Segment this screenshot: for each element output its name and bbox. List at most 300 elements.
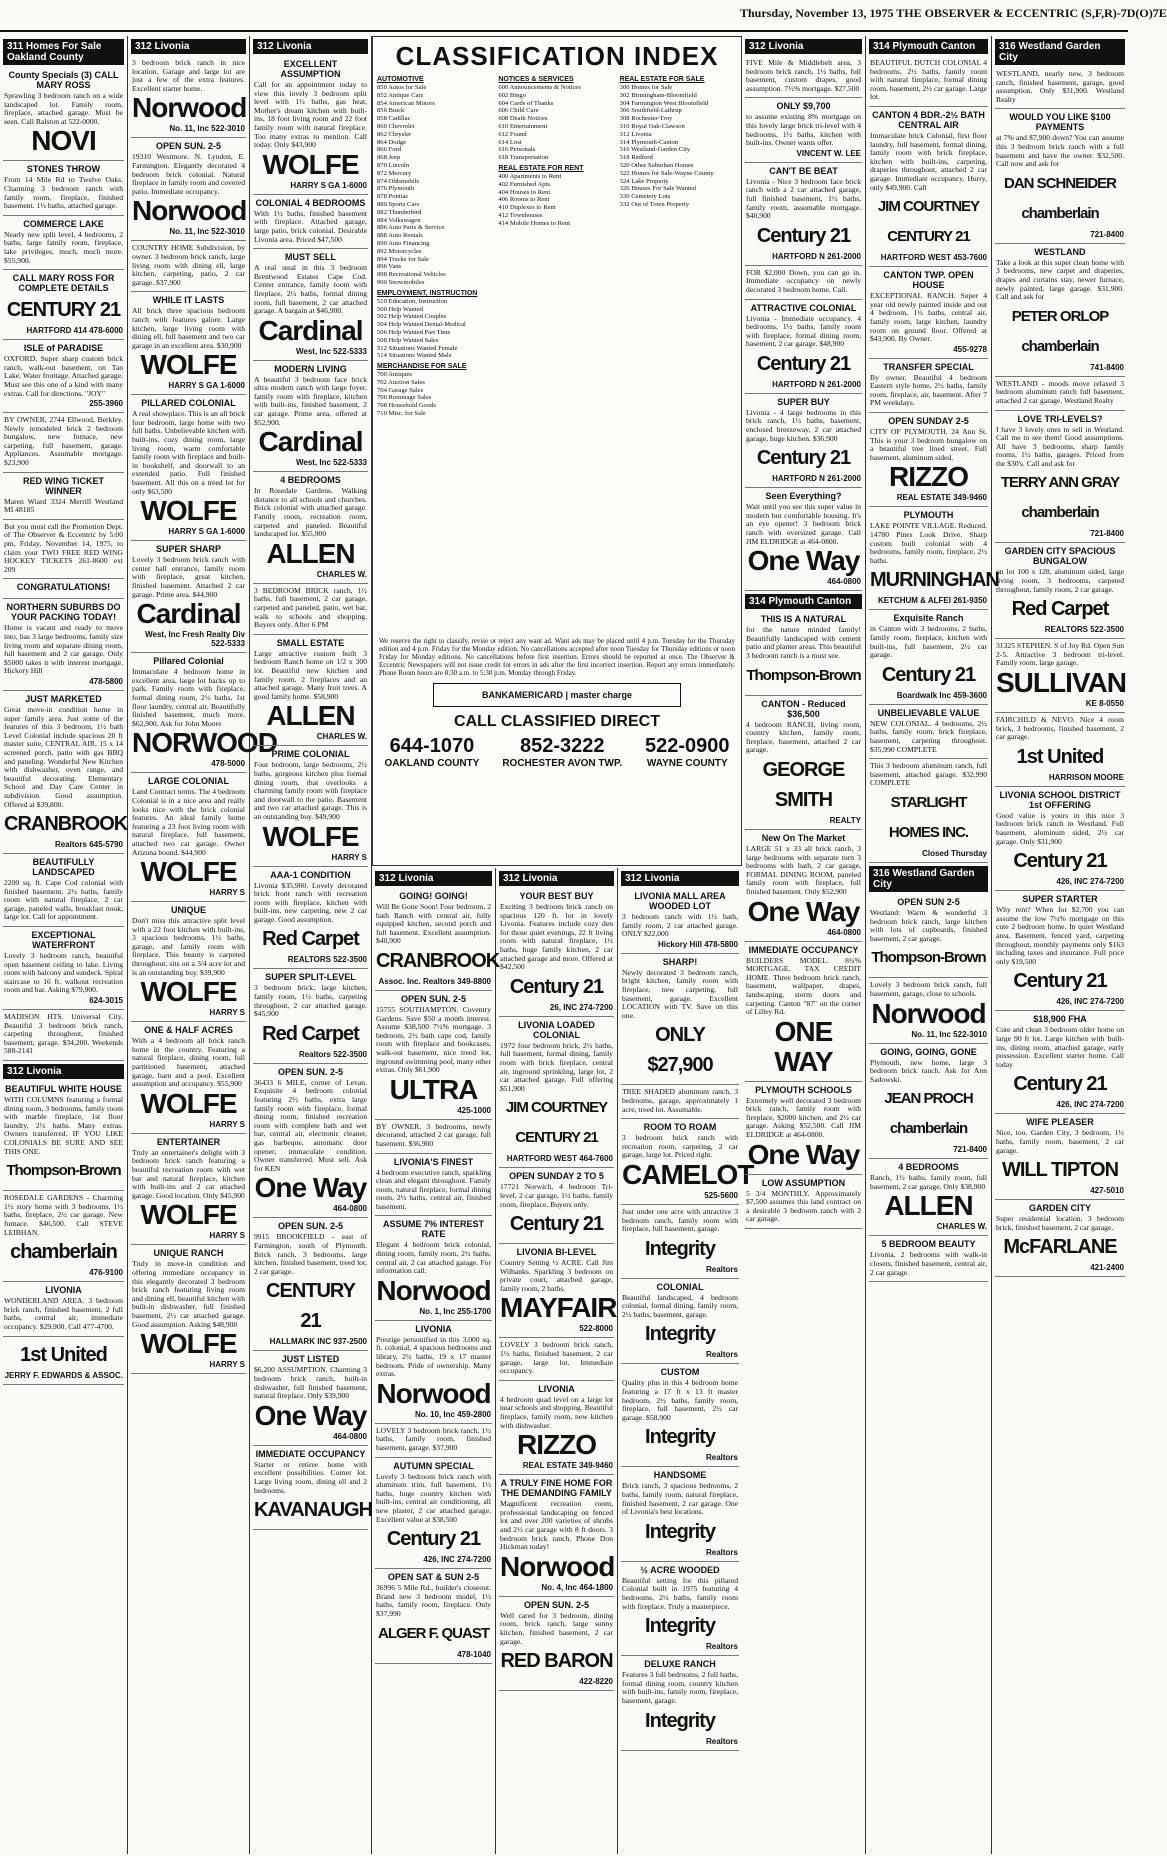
classified-ad bbox=[375, 888, 500, 991]
ad-phone: HARRY S bbox=[209, 1008, 245, 1018]
index-item: 604 Cards of Thanks bbox=[498, 99, 554, 107]
index-item: 332 Out of Town Property bbox=[619, 200, 690, 208]
classified-ad bbox=[253, 635, 368, 747]
ad-body: Don't miss this attractive split level with a 22 foot kitchen with built-ins, 3 spacious bedrooms, 1½ baths, garage, and family room with fireplace. This beauty is carpeted throughout, sits on a 3/4 acre lot and is an outstanding buy. $39,900 bbox=[132, 916, 245, 977]
realtor-logo: WILL TIPTON bbox=[1001, 1159, 1119, 1182]
index-item: 514 Situations Wanted Male bbox=[377, 352, 452, 360]
realtor-logo: RIZZO bbox=[889, 461, 968, 493]
realtor-logo: JIM COURTNEY CENTURY 21 bbox=[505, 1099, 608, 1147]
ad-headline: UNBELIEVABLE VALUE bbox=[877, 707, 980, 718]
classified-ad bbox=[3, 67, 124, 161]
ad-headline: SHARP! bbox=[662, 956, 698, 967]
top-rule bbox=[0, 30, 1128, 32]
ad-body: Nice, too. Garden City, 3 bedroom, 1½ baths, family room, basement, 2 car garage. bbox=[996, 1128, 1124, 1155]
index-item: 500 Help Wanted bbox=[377, 305, 423, 313]
classified-ad bbox=[253, 195, 368, 249]
realtor-logo: TERRY ANN GRAY chamberlain bbox=[1000, 474, 1120, 522]
classified-ad bbox=[253, 1351, 368, 1445]
realtor-logo: Integrity bbox=[645, 1426, 715, 1449]
realtor-logo: 1st United bbox=[20, 1343, 107, 1366]
index-item: 702 Auction Sales bbox=[377, 378, 425, 386]
ad-body: 4 bedroom quad level on a large lot near schools and shopping. Beautiful fireplace, family room, new kitchen with dishwasher. bbox=[500, 1394, 613, 1430]
index-item: 852 Antique Cars bbox=[377, 91, 424, 99]
classified-ad bbox=[3, 1081, 124, 1191]
ad-headline: GOING, GOING, GONE bbox=[880, 1046, 977, 1057]
index-item: 886 Auto Parts & Service bbox=[377, 224, 445, 232]
ad-phone: REAL ESTATE 349-9460 bbox=[522, 1461, 613, 1471]
realtor-logo: ONLY $27,900 bbox=[647, 1024, 713, 1077]
call-direct-heading: CALL CLASSIFIED DIRECT bbox=[454, 713, 660, 730]
ad-body: 15755 SOUTHAMPTON. Coventry Gardens. Save $50 a month interest. Assume $38,500 7½% mortgage. 3 bedroom, 2½ bath cape cod, family room with fireplace and bookcases, walk-out basement, nice treed lot, inground swimming pool, many other extras. Only $61,900 bbox=[376, 1004, 491, 1075]
classified-ad bbox=[253, 361, 368, 473]
ad-body: Immaculate brick Colonial, first floor laundry, full basement, formal dining, family room with brick fireplace, kitchen with built-ins, carpeting, draperies throughout, attached 2 car garage. Immediate occupancy. Hurry, only $49,900. Call bbox=[870, 130, 987, 192]
ad-body: Great move-in condition home in super family area. Just some of the features of this 3 bedroom, 1½ bath Level Colonial include spacious 20 ft master suite, CENTRAL AIR, 15 x 14 screened porch, patio with gas BBQ and paneling. Wonderful New Kitchen with dishwasher, oven range, and beautiful decorating. Elementary School and Day Care Center in subdivision. Good assumption. Offered at $39,800. bbox=[4, 704, 123, 809]
column-livonia-1 bbox=[128, 36, 277, 1854]
index-item: 890 Auto Financing bbox=[377, 239, 430, 247]
ad-headline: TRANSFER SPECIAL bbox=[883, 361, 974, 372]
ad-body: Ranch, 1½ baths, family room, full basement, 2 car garage. Only $38,900 bbox=[870, 1173, 987, 1191]
ad-body: Livonia, 2 bedrooms with walk-in closets, finished basement, central air, 2 car garage. bbox=[870, 1250, 987, 1277]
classified-ad bbox=[3, 1010, 124, 1061]
ad-headline: NORTHERN SUBURBS DO YOUR PACKING TODAY! bbox=[6, 602, 121, 623]
ad-headline: 4 BEDROOMS bbox=[898, 1162, 959, 1173]
ad-phone: HARRY S bbox=[209, 1360, 245, 1370]
classified-ad bbox=[375, 1569, 492, 1663]
classified-ad bbox=[3, 520, 124, 580]
ad-body: Four bedroom, large bedrooms, 2½ baths, gorgeous kitchen plus formal dining room, that overlooks a charming family room with fireplace and doorwall to the patio. Basement and two car attached garage. This is an outstanding buy. $49,900 bbox=[254, 760, 367, 821]
ad-body: Cute and clean 3 bedroom older home on large 90 ft lot. Large kitchen with built-ins, dining room, attached garage, early possession. Excellent starter home. Call today bbox=[996, 1025, 1124, 1069]
ad-body: MADISON HTS. Universal City. Beautiful 3 bedroom brick ranch, carpeting throughout, finished basement, garage. $34,200. Weekends 588-2141 bbox=[4, 1012, 123, 1056]
classified-ad bbox=[869, 610, 988, 704]
classified-ad bbox=[131, 241, 246, 292]
ad-body: By owner. Beautiful 4 bedroom Eastern style home, 2½ baths, family room, fireplace, air, basement. After 7 PM weekdays. bbox=[870, 372, 987, 408]
ad-headline: BEAUTIFUL WHITE HOUSE bbox=[5, 1084, 122, 1094]
ad-body: This 3 bedroom aluminum ranch, full basement, attached garage. $32,990 COMPLETE bbox=[870, 761, 987, 788]
ad-headline: A TRULY FINE HOME FOR THE DEMANDING FAMILY bbox=[500, 1478, 613, 1499]
realtor-logo: PETER ORLOP chamberlain bbox=[1011, 307, 1109, 355]
classified-ad bbox=[375, 1216, 492, 1320]
ad-phone: 255-3960 bbox=[89, 399, 123, 409]
ad-headline: IMMEDIATE OCCUPANCY bbox=[748, 944, 859, 955]
ad-headline: ISLE of PARADISE bbox=[23, 343, 104, 354]
ad-headline: WOULD YOU LIKE $100 PAYMENTS bbox=[1009, 112, 1111, 133]
index-columns bbox=[373, 71, 741, 635]
phone-number: 644-1070 bbox=[389, 735, 475, 757]
classified-ad bbox=[745, 696, 862, 830]
ad-phone: HARRY S GA 1-6000 bbox=[168, 527, 245, 537]
ad-headline: Pillared Colonial bbox=[153, 656, 224, 667]
ad-headline: BEAUTIFULLY LANDSCAPED bbox=[32, 857, 95, 878]
ad-phone: 721-8400 bbox=[1090, 229, 1124, 239]
ad-body: 3 BEDROOM BRICK ranch, 1½ baths, full basement, 2 car garage, carpeted and paneled, patio, wet bar, walk to schools and shopping. Buyers only. After 6 PM bbox=[254, 585, 367, 630]
index-item: 612 Found bbox=[498, 130, 527, 138]
index-item: 330 Cemetery Lots bbox=[619, 193, 671, 201]
ad-body: Beautiful landscaped, 4 bedroom colonial, formal dining, family room, 2½ baths, basement, garage. bbox=[622, 1292, 738, 1319]
ad-body: BEAUTIFUL DUTCH COLONIAL 4 bedrooms, 2½ baths, family room with natural fireplace, formal dining room, basement, 2½ car garage. Large lot. bbox=[870, 58, 987, 102]
ad-body: 19310 Westmore. N. Lyndon, E. Farmington. Elegantly decorated 4 bedroom brick colonial. Natural fireplace in family room and covered patio. Immediate occupancy. bbox=[132, 152, 245, 196]
ad-phone: REAL ESTATE 349-9460 bbox=[896, 493, 987, 503]
ad-headline: ATTRACTIVE COLONIAL bbox=[750, 302, 857, 313]
phone-block bbox=[645, 735, 730, 769]
classification-index bbox=[372, 36, 742, 866]
classified-ad bbox=[3, 340, 124, 413]
ad-body: for the nature minded family! Beautifully landscaped with cement patio and planter areas. This beautiful 3 bedroom ranch is a must see. bbox=[746, 625, 861, 660]
ad-phone: HARRISON MOORE bbox=[1048, 772, 1124, 782]
classified-ad bbox=[869, 759, 988, 863]
ad-phone: CHARLES W. bbox=[316, 732, 367, 742]
classified-ad bbox=[253, 56, 368, 195]
realtor-logo: CRANBROOK bbox=[4, 813, 128, 836]
index-group-title: REAL ESTATE FOR SALE bbox=[619, 76, 705, 83]
classified-ad bbox=[995, 543, 1125, 639]
index-policy-note: We reserve the right to classify, revise or reject any want ad. Want ads may be placed until 4 p.m. Tuesday for the Thursday edition and 4 p.m. Friday for the Monday edition. No cancellations accepted after noon Tuesday for Thursday editions or noon Friday for Monday editions. No cancellations before first insertion. Errors should be reported at once. The Observer & Eccentric Newspapers will not issue credit for errors in ads after the first incorrect insertion. Report any errors immediately. Phone Room hours are 8:30 a.m. to 5:30 p.m. Monday through Friday. bbox=[379, 637, 735, 677]
ad-body: From 14 Mile Rd to Twelve Oaks. Charming 3 bedroom ranch with family room, fireplace, finished basement. 1½ baths, attached garage. bbox=[4, 175, 123, 211]
ad-body: 3 bedroom brick ranch in nice location. Garage and large lot are just a few of the extra features. Excellent starter home. bbox=[132, 58, 245, 93]
column-westland bbox=[992, 36, 1128, 1854]
ad-headline: OPEN SUN. 2-5 bbox=[155, 141, 222, 152]
index-item: 608 Death Notices bbox=[498, 115, 548, 123]
index-item: 850 Autos for Sale bbox=[377, 84, 427, 91]
index-item: 322 Homes for Sale-Wayne County bbox=[619, 169, 714, 177]
section-header: 316 Westland Garden City bbox=[995, 39, 1125, 65]
index-item: 618 Transportation bbox=[498, 154, 549, 162]
ad-body: COUNTRY HOME Subdivision, by owner. 3 bedroom brick ranch, large living room with dining ell, large kitchen, carpeting, patio, 2 car garage. $37,900 bbox=[132, 243, 245, 287]
index-item: 700 Antiques bbox=[377, 371, 412, 379]
realtor-logo: CENTURY 21 bbox=[6, 299, 121, 322]
ad-phone: 425-1000 bbox=[457, 1105, 491, 1115]
ad-phone: No. 11, Inc 522-3010 bbox=[911, 1029, 987, 1039]
ad-phone: CHARLES W. bbox=[936, 1222, 987, 1232]
index-item: 300 Homes for Sale bbox=[619, 84, 673, 91]
ad-body: Immaculate 4 bedroom home in excellent area, large lot backs up to park. Family room with fireplace, formal dining room, 2½ baths, 1st floor laundry, central air. Beautifully finished basement, much more. $62,900. Ask for John Moore bbox=[132, 667, 245, 728]
phone-numbers bbox=[373, 735, 741, 769]
classified-ad bbox=[375, 1120, 492, 1154]
realtor-logo: Red Carpet bbox=[262, 1022, 359, 1045]
classified-ad bbox=[995, 1011, 1125, 1114]
index-item: 878 Pontiac bbox=[377, 193, 409, 201]
ad-phone: 464-0800 bbox=[333, 1431, 367, 1441]
ad-headline: ONE & HALF ACRES bbox=[144, 1025, 233, 1036]
classified-ad bbox=[995, 244, 1125, 377]
realtor-logo: Norwood bbox=[132, 195, 247, 227]
index-item: 406 Rooms to Rent bbox=[498, 196, 550, 204]
classified-ad bbox=[499, 1017, 614, 1169]
column-lower-2 bbox=[496, 868, 618, 1854]
classified-ad bbox=[131, 1245, 246, 1374]
classified-ad bbox=[131, 902, 246, 1022]
realtor-logo: chamberlain bbox=[10, 1241, 117, 1264]
classified-ad bbox=[745, 266, 862, 300]
classified-ad bbox=[253, 1218, 368, 1351]
ad-body: Just under one acre with attractive 3 bedroom ranch, family room with fireplace, full basement, garage. bbox=[622, 1206, 738, 1234]
ad-headline: ASSUME 7% INTEREST RATE bbox=[382, 1219, 485, 1240]
ad-headline: RED WING TICKET WINNER bbox=[23, 475, 104, 496]
classified-ad bbox=[869, 1044, 988, 1160]
classified-ad bbox=[131, 395, 246, 541]
index-item: 856 Buick bbox=[377, 107, 405, 115]
credit-cards: BANKAMERICARD | master charge bbox=[433, 683, 681, 707]
classified-ad bbox=[375, 1321, 492, 1424]
realtor-logo: Norwood bbox=[132, 92, 247, 124]
ad-phone: Hickory Hill 478-5800 bbox=[657, 939, 738, 949]
ad-headline: LIVONIA LOADED COLONIAL bbox=[518, 1019, 595, 1040]
classified-ad bbox=[253, 746, 368, 866]
realtor-logo: ALGER F. QUAST bbox=[377, 1624, 489, 1642]
ad-phone: CHARLES W. bbox=[316, 569, 367, 579]
ad-body: on lot 100 x 128, aluminum sided, large living room, 3 bedrooms, carpeted throughout, family room, 2 car garage. bbox=[996, 567, 1124, 594]
index-title: CLASSIFICATION INDEX bbox=[395, 41, 719, 71]
classified-ad bbox=[869, 359, 988, 413]
ad-phone: No. 11, Inc 522-3010 bbox=[169, 227, 245, 237]
ad-headline: CANTON 4 BDR.-2½ BATH CENTRAL AIR bbox=[872, 109, 985, 130]
index-group-title: EMPLOYMENT, INSTRUCTION bbox=[377, 289, 478, 297]
classified-ad bbox=[869, 978, 988, 1043]
index-item: 888 Auto Rentals bbox=[377, 232, 423, 240]
ad-body: A beautiful 3 bedroom face brick ultra modern ranch with large foyer, family room with fireplace, kitchen with built-ins, finished basement, 2 car garage. Prime area, offered at $52,900. bbox=[254, 374, 367, 427]
ad-phone: Realtors bbox=[705, 1264, 738, 1274]
ad-body: WESTLAND, nearly new, 3 bedroom ranch, finished basement, garage, good assumption. Only $31,900. Westland Realty bbox=[996, 69, 1124, 104]
realtor-logo: One Way bbox=[747, 895, 860, 927]
ad-body: LAKE POINTE VILLAGE. Reduced. 14780 Pines Look Drive. Sharp custom built colonial with 4 bedrooms, family room, fireplace, 2½ baths. bbox=[870, 521, 987, 565]
realtor-logo: WOLFE bbox=[140, 349, 237, 381]
realtor-logo: Century 21 bbox=[756, 447, 851, 470]
classified-ad bbox=[3, 927, 124, 1010]
classified-ad bbox=[745, 830, 862, 942]
realtor-logo: Integrity bbox=[645, 1323, 715, 1346]
phone-number: 852-3222 bbox=[519, 735, 605, 757]
ad-headline: New On The Market bbox=[761, 832, 846, 843]
ad-phone: No. 4, Inc 464-1800 bbox=[541, 1582, 613, 1592]
index-item: 308 Rochester-Troy bbox=[619, 115, 673, 123]
ad-body: In Rosedale Gardens. Walking distance to all schools and churches. Brick colonial with attached garage. Family room, recreation room, carpeted and paneled. Beautiful landscaped lot. $55,900 bbox=[254, 486, 367, 539]
ad-body: at 7% and $7,900 down? You can assume this 3 bedroom brick ranch with a full basement and have the owner. $32,500. Call now and ask for bbox=[996, 133, 1124, 169]
realtor-logo: Integrity bbox=[645, 1237, 715, 1260]
center-block bbox=[372, 36, 754, 1854]
index-group-title: AUTOMOTIVE bbox=[377, 76, 424, 83]
index-item: 320 Other Suburban Homes bbox=[619, 161, 694, 169]
ad-headline: OPEN SUN. 2-5 bbox=[523, 1599, 590, 1610]
realtor-logo: Norwood bbox=[871, 997, 986, 1029]
ad-body: Land Contract terms. The 4 bedroom Colonial is in a nice area and really looks nice with the brick colonial features. An ideal family home featuring a 23 foot living room with natural fireplace, full basement, attached two car garage. Owner Arizona bound. $44,900 bbox=[132, 787, 245, 857]
ad-phone: 464-0800 bbox=[827, 927, 861, 937]
ad-phone: 426, INC 274-7200 bbox=[423, 1555, 491, 1565]
ad-phone: 427-5010 bbox=[1090, 1186, 1124, 1196]
index-item: 302 Birmingham-Bloomfield bbox=[619, 91, 697, 99]
classified-ad bbox=[131, 1022, 246, 1134]
index-item: 504 Help Wanted Dental-Medical bbox=[377, 321, 466, 329]
realtor-logo: One Way bbox=[747, 1138, 860, 1170]
realtor-logo: WOLFE bbox=[140, 976, 237, 1008]
ad-headline: OPEN SUN. 2-5 bbox=[277, 1221, 344, 1232]
realtor-logo: Century 21 bbox=[386, 1528, 481, 1551]
ad-body: I have 3 lovely ones to sell in Westland. Call me to see them! Good assumptions. All have 3 bedrooms, sharp family rooms, 1½ baths, garages. Priced from the $30's. Call and ask for bbox=[996, 424, 1124, 468]
ad-phone: 476-9100 bbox=[89, 1268, 123, 1278]
section-header: 312 Livonia bbox=[3, 1064, 124, 1079]
phone-block bbox=[384, 735, 479, 769]
classified-ad bbox=[375, 1154, 492, 1217]
ad-phone: 422-8220 bbox=[579, 1677, 613, 1687]
classified-ad bbox=[745, 163, 862, 266]
realtor-logo: WOLFE bbox=[140, 495, 237, 527]
classified-ad bbox=[621, 888, 739, 954]
ad-headline: SUPER SPLIT-LEVEL bbox=[265, 972, 356, 983]
ad-headline: CANTON TWP. OPEN HOUSE bbox=[883, 270, 974, 291]
ad-headline: THIS IS A NATURAL bbox=[760, 614, 847, 625]
classified-ad bbox=[3, 216, 124, 270]
ad-headline: LOW ASSUMPTION bbox=[761, 1177, 846, 1188]
ad-phone: 741-8400 bbox=[1090, 362, 1124, 372]
index-item: 898 Recreational Vehicles bbox=[377, 271, 446, 279]
index-item: 412 Townhouses bbox=[498, 211, 543, 219]
index-item: 868 Jeep bbox=[377, 154, 401, 162]
classified-ad bbox=[745, 1082, 862, 1175]
ad-body: Sprawling 3 bedroom ranch on a wide landscaped lot. Family room, fireplace, attached garage. Must be seen. Call Ralston at 522-0000. bbox=[4, 91, 123, 126]
ad-body: 9915 BROOKFIELD - east of Farmington, south of Plymouth. Brick ranch, 3 bedrooms, large kitchen, finished basement, treed lot, 2 car garage. bbox=[254, 1232, 367, 1276]
ad-body: Quality plus in this 4 bedroom home featuring a 17 ft x 13 ft master bedroom, 2½ baths, family room, fireplace, full basement, 2½ car garage. $58,900 bbox=[622, 1378, 738, 1422]
ad-body: Extremely well decorated 3 bedroom brick ranch, family room with fireplace, $2000 kitchen, and 2½ car garage. Asking $52,500. Call JIM ELDRIDGE at 464-0800. bbox=[746, 1095, 861, 1140]
ad-phone: 26, INC 274-7200 bbox=[549, 1002, 613, 1012]
ad-headline: CAN'T BE BEAT bbox=[769, 165, 838, 176]
index-item: 880 Sports Cars bbox=[377, 200, 420, 208]
realtor-logo: WOLFE bbox=[262, 148, 359, 180]
ad-headline: CONGRATULATIONS! bbox=[16, 582, 111, 593]
realtor-logo: GEORGE SMITH bbox=[762, 758, 845, 811]
classified-ad bbox=[375, 1424, 492, 1458]
column-lower-3 bbox=[618, 868, 754, 1854]
index-item: 600 Announcements & Notices bbox=[498, 84, 581, 91]
ad-body: 36996 5 Mile Rd., builder's closeout. Brand new 3 bedroom model, 1½ baths, family room, fireplace. Only $37,990 bbox=[376, 1583, 491, 1618]
ad-phone: KE 8-0550 bbox=[1085, 699, 1124, 709]
ad-headline: EXCEPTIONAL WATERFRONT bbox=[31, 930, 96, 951]
ad-headline: WIFE PLEASER bbox=[1026, 1117, 1094, 1128]
classified-ad bbox=[621, 1279, 739, 1365]
classified-ad bbox=[253, 1446, 373, 1530]
index-item: 510 Education, Instruction bbox=[377, 297, 448, 305]
ad-headline: PRIME COLONIAL bbox=[271, 749, 350, 760]
ad-body: Elegant 4 bedroom brick colonial, dining room, family room, 2½ baths, central air, 2 car attached garage. For information call. bbox=[376, 1240, 491, 1276]
ad-headline: LIVONIA'S FINEST bbox=[393, 1156, 474, 1167]
ad-body: A real steal in this 3 bedroom Brentwood Estates Cape Cod. Center entrance, family room with fireplace, 2½ baths, formal dining room, full basement, 2 car attached garage. A bargain at $46,900. bbox=[254, 263, 367, 316]
classified-ad bbox=[253, 249, 368, 361]
index-item: 414 Mobile Homes to Rent bbox=[498, 219, 571, 227]
index-item: 512 Situations Wanted Female bbox=[377, 344, 458, 352]
classified-ad bbox=[995, 713, 1125, 787]
index-column bbox=[620, 73, 737, 633]
realtor-logo: CRANBROOK bbox=[376, 949, 500, 972]
realtor-logo: Norwood bbox=[500, 1550, 615, 1582]
ad-phone: REALTORS 522-3500 bbox=[287, 955, 367, 965]
classified-ad bbox=[131, 138, 246, 241]
index-item: 892 Motorcycles bbox=[377, 247, 422, 255]
ad-body: $6,200 ASSUMPTION. Charming 3 bedroom brick ranch, built-in dishwasher, full finished basement, natural fireplace. Only $39,900 bbox=[254, 1365, 367, 1401]
ad-headline: OPEN SUN. 2-5 bbox=[400, 993, 467, 1004]
realtor-logo: CAMELOT bbox=[622, 1158, 754, 1190]
ad-phone: 721-8400 bbox=[1090, 529, 1124, 539]
realtor-logo: Century 21 bbox=[756, 352, 851, 375]
realtor-logo: WOLFE bbox=[140, 1087, 237, 1119]
ad-body: 3 bedroom ranch with 1½ bath, family room, 2 car attached garage. ONLY $22,000 bbox=[622, 912, 738, 939]
ad-phone: HARRY S bbox=[209, 1119, 245, 1129]
index-column bbox=[498, 73, 615, 633]
ad-body: OXFORD. Super sharp custom brick ranch, walk-out basement, on Tan Lake. Water frontage. Attached garage. Must see this one of a kind with many extras. Call for directions. "JOY" bbox=[4, 354, 123, 398]
classified-ad bbox=[869, 1236, 988, 1282]
ad-phone: No. 11, Inc 522-3010 bbox=[169, 124, 245, 134]
ad-phone: HARRY S GA 1-6000 bbox=[290, 180, 367, 190]
classified-ad bbox=[499, 1475, 614, 1597]
section-header: 312 Livonia bbox=[499, 871, 614, 886]
ad-phone: Realtors bbox=[705, 1736, 738, 1746]
classified-ad bbox=[869, 507, 999, 610]
ad-body: Lovely 3 bedroom brick ranch with center hall entrance, family room with fireplace, great kitchen, finished basement. Attached 2 car garage. Prime area. $44,900 bbox=[132, 555, 245, 599]
realtor-logo: Cardinal bbox=[136, 598, 241, 630]
realtor-logo: One Way bbox=[747, 545, 860, 577]
ad-phone: 478-5800 bbox=[89, 676, 123, 686]
ad-phone: HARTFORD WEST 453-7600 bbox=[880, 253, 987, 263]
column-livonia-2 bbox=[250, 36, 372, 1854]
ad-headline: AUTUMN SPECIAL bbox=[393, 1460, 474, 1471]
realtor-logo: WOLFE bbox=[140, 856, 237, 888]
realtor-logo: ALLEN bbox=[266, 537, 355, 569]
ad-body: 1972 four bedroom brick, 2½ baths, full basement, formal dining, family room with brick fireplace, central air, inground sprinkling, large lot, 2 car attached garage. Full offering $51,900 bbox=[500, 1040, 613, 1093]
classified-ad bbox=[3, 579, 124, 599]
realtor-logo: 1st United bbox=[1016, 745, 1104, 768]
classified-ad bbox=[131, 773, 246, 902]
ad-headline: UNIQUE bbox=[170, 905, 206, 916]
realtor-logo: Century 21 bbox=[1013, 970, 1107, 993]
classified-ad bbox=[995, 891, 1125, 1011]
ad-headline: Exquisite Ranch bbox=[893, 613, 964, 624]
ad-phone: Realtors bbox=[705, 1350, 738, 1360]
realtor-logo: Red Carpet bbox=[262, 928, 359, 951]
realtor-logo: MAYFAIR bbox=[500, 1292, 617, 1324]
realtor-logo: McFARLANE bbox=[1003, 1236, 1117, 1259]
ad-phone: 421-2400 bbox=[1090, 1263, 1124, 1273]
index-item: 870 Lincoln bbox=[377, 161, 410, 169]
classified-ad bbox=[869, 267, 988, 359]
ad-headline: OPEN SUN. 2-5 bbox=[277, 1066, 344, 1077]
ad-body: A real showplace. This is an all brick four bedroom, large home with two full baths. Unbelievable kitchen with built-ins, cozy dining room, large living room, warm comfortable family room with fireplace and built-in bookshelf, and doorwall to an extended patio. Full finished basement. All this on a treed lot for only $63,500 bbox=[132, 409, 245, 496]
ad-body: With a 4 bedroom all brick ranch home in the country. Featuring a natural fireplace, dining room, full partitioned basement, attached garage, barn and a pool. Excellent assumption and occupancy. $55,900 bbox=[132, 1036, 245, 1089]
ad-phone: HARTFORD 414 478-6000 bbox=[26, 326, 123, 336]
index-item: 708 Household Goods bbox=[377, 402, 436, 410]
classified-ad bbox=[621, 1562, 739, 1656]
classified-ad bbox=[499, 1338, 614, 1380]
phone-block bbox=[502, 735, 622, 769]
ad-body: 31325 STEPHEN. S of Joy Rd. Open Sun 2-5. Attractive 3 bedroom tri-level. Family room, large garage. bbox=[996, 641, 1124, 668]
ad-body: in Canton with 3 bedrooms, 2 baths, family room, fireplace, kitchen with built-ins, full basement, 2½ car garage. bbox=[870, 624, 987, 660]
realtor-logo: Integrity bbox=[645, 1709, 715, 1732]
ad-body: Lovely 3 bedroom ranch, beautiful open basement ceiling to lake. Living room with balcony and sundeck. Spiral staircase to 16 ft. walkout recreation room and bar. Asking $79,900. bbox=[4, 951, 123, 995]
classified-ad bbox=[3, 1191, 124, 1282]
ad-body: to assume existing 8% mortgage on this lovely large brick tri-level with 4 bedrooms, 1½ baths, kitchen with built-ins. Owner wants offer. bbox=[746, 112, 861, 148]
ad-body: Livonia $35,900. Lovely decorated brick front ranch with recreation room with fireplace, kitchen with built-ins, new carpeting, new 2 car garage. Good assumption. bbox=[254, 880, 367, 924]
ad-body: 4 bedroom executive ranch, sparkling clean and elegant throughout. Family room, natural fireplace, formal dining room, 2½ baths, central air, finished basement. bbox=[376, 1167, 491, 1211]
ad-headline: County Specials (3) CALL MARY ROSS bbox=[8, 70, 119, 90]
index-item: 884 Volkswagen bbox=[377, 216, 421, 224]
ad-headline: HANDSOME bbox=[653, 1470, 707, 1481]
ad-phone: 721-8400 bbox=[953, 1145, 987, 1155]
ad-headline: 5 BEDROOM BEAUTY bbox=[881, 1239, 976, 1250]
ad-body: 17721 Norwich, 4 bedroom Tri-level, 2 car garage, 1½ baths, family room, fireplace. Buyers only. bbox=[500, 1182, 613, 1209]
classified-ad bbox=[621, 1085, 739, 1119]
realtor-logo: Century 21 bbox=[756, 224, 851, 247]
realtor-logo: Century 21 bbox=[1013, 850, 1107, 873]
classified-ad bbox=[3, 691, 128, 854]
ad-body: Magnificent recreation room, professional landscaping on fenced lot and over 200 varieties of shrubs and 2½ car garage with 8 ft doors. 3 bedroom brick ranch. Phone Don Hickman today! bbox=[500, 1499, 613, 1552]
ad-phone: HARTFORD WEST 464-7600 bbox=[506, 1154, 613, 1164]
ad-headline: COMMERCE LAKE bbox=[23, 218, 104, 229]
ad-phone: No. 1, Inc 255-1700 bbox=[419, 1306, 491, 1316]
